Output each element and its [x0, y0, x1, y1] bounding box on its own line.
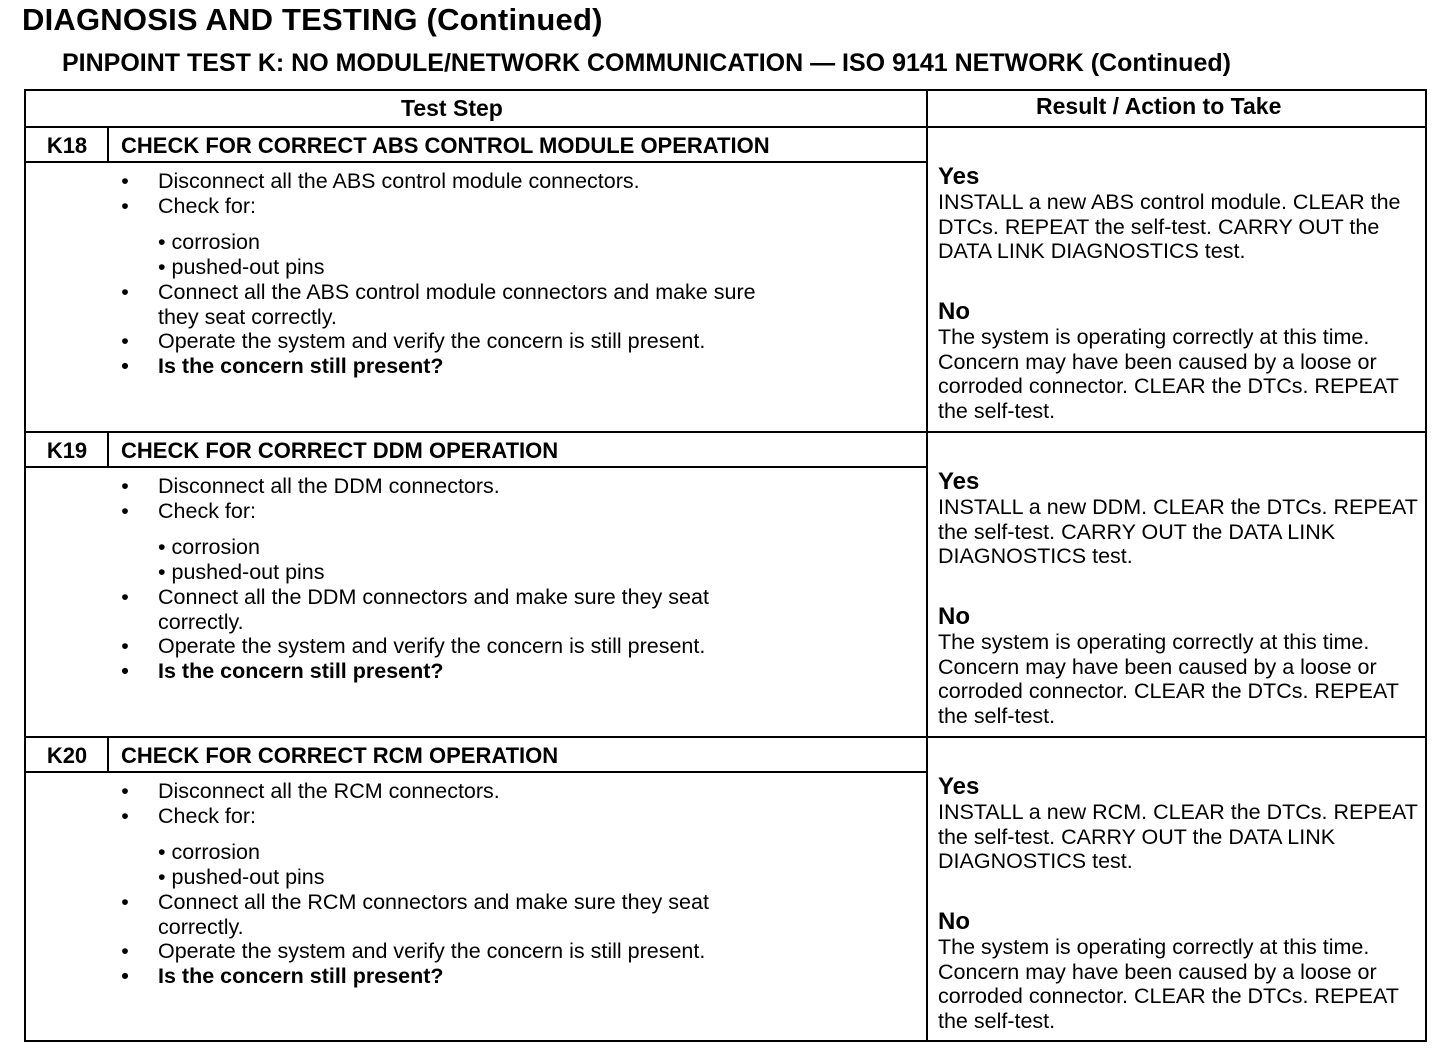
- step-title-divider: [26, 466, 926, 468]
- list-item: • Disconnect all the DDM connectors.: [121, 474, 500, 498]
- step-title-divider: [26, 161, 926, 163]
- list-item: • Check for:: [121, 803, 256, 828]
- list-item: • Connect all the DDM connectors and make sure they seat correctly.: [121, 584, 709, 634]
- step-id-separator: [107, 433, 109, 466]
- list-item: • Operate the system and verify the concern is still present.: [121, 634, 706, 659]
- step-title-k19: CHECK FOR CORRECT DDM OPERATION: [121, 438, 559, 463]
- result-no-text: The system is operating correctly at this time. Concern may have been caused by a loose or corroded connector. CLEAR the DTCs. REPEAT the self-test.: [938, 935, 1399, 1033]
- result-yes-label: Yes: [938, 163, 980, 190]
- column-divider: [926, 91, 928, 1040]
- test-step-k18-instructions: [118, 169, 908, 379]
- list-item: • Connect all the RCM connectors and make sure they seat correctly.: [121, 889, 709, 939]
- sub-list-item: • corrosion: [158, 535, 260, 560]
- result-k20-no: [938, 909, 1428, 1033]
- list-item: • Disconnect all the ABS control module connectors.: [121, 169, 640, 193]
- list-item: • Check for:: [121, 498, 256, 523]
- list-item: • Disconnect all the RCM connectors.: [121, 779, 500, 803]
- test-step-k19-instructions: [118, 474, 908, 684]
- result-no-label: No: [938, 908, 970, 935]
- result-no-text: The system is operating correctly at this time. Concern may have been caused by a loose or corroded connector. CLEAR the DTCs. REPEAT the self-test.: [938, 630, 1399, 728]
- result-yes-text: INSTALL a new ABS control module. CLEAR the DTCs. REPEAT the self-test. CARRY OUT the DATA LINK DIAGNOSTICS test.: [938, 190, 1401, 263]
- list-item: • Check for:: [121, 193, 256, 218]
- header-divider: [26, 126, 1425, 128]
- result-yes-label: Yes: [938, 468, 980, 495]
- step-id-k19: K19: [46, 438, 88, 463]
- step-title-divider: [26, 771, 926, 773]
- list-item-question: • Is the concern still present?: [121, 658, 444, 683]
- step-divider: [26, 736, 1425, 738]
- result-yes-text: INSTALL a new RCM. CLEAR the DTCs. REPEAT the self-test. CARRY OUT the DATA LINK DIAGNOSTICS test.: [938, 800, 1418, 873]
- result-no-text: The system is operating correctly at this time. Concern may have been caused by a loose or corroded connector. CLEAR the DTCs. REPEAT the self-test.: [938, 325, 1399, 423]
- result-yes-label: Yes: [938, 773, 980, 800]
- list-item-question: • Is the concern still present?: [121, 963, 444, 988]
- column-header-result: Result / Action to Take: [1036, 93, 1282, 119]
- sub-list-item: • pushed-out pins: [158, 865, 325, 890]
- result-k19-no: [938, 604, 1428, 728]
- result-yes-text: INSTALL a new DDM. CLEAR the DTCs. REPEAT the self-test. CARRY OUT the DATA LINK DIAGNOSTICS test.: [938, 495, 1418, 568]
- list-item: • Operate the system and verify the concern is still present.: [121, 939, 706, 964]
- test-step-k20-instructions: [118, 779, 908, 989]
- result-no-label: No: [938, 298, 970, 325]
- pinpoint-test-title: PINPOINT TEST K: NO MODULE/NETWORK COMMUNICATION — ISO 9141 NETWORK (Continued): [62, 49, 1231, 77]
- step-id-k18: K18: [46, 133, 88, 158]
- step-title-k20: CHECK FOR CORRECT RCM OPERATION: [121, 743, 559, 768]
- column-header-test-step: Test Step: [401, 95, 503, 121]
- result-k18-no: [938, 299, 1428, 423]
- step-id-separator: [107, 738, 109, 771]
- list-item-question: • Is the concern still present?: [121, 353, 444, 378]
- result-k19-yes: [938, 469, 1428, 569]
- step-id-k20: K20: [46, 743, 88, 768]
- list-item: • Operate the system and verify the concern is still present.: [121, 329, 706, 354]
- sub-list-item: • pushed-out pins: [158, 255, 325, 280]
- step-id-separator: [107, 128, 109, 161]
- result-no-label: No: [938, 603, 970, 630]
- list-item: • Connect all the ABS control module connectors and make sure they seat correctly.: [121, 279, 756, 329]
- sub-list-item: • pushed-out pins: [158, 560, 325, 585]
- pinpoint-test-table: [24, 89, 1427, 1042]
- step-title-k18: CHECK FOR CORRECT ABS CONTROL MODULE OPERATION: [121, 133, 770, 158]
- page-title: DIAGNOSIS AND TESTING (Continued): [22, 2, 603, 37]
- result-k20-yes: [938, 774, 1428, 874]
- step-divider: [26, 431, 1425, 433]
- sub-list-item: • corrosion: [158, 840, 260, 865]
- result-k18-yes: [938, 164, 1428, 264]
- sub-list-item: • corrosion: [158, 230, 260, 255]
